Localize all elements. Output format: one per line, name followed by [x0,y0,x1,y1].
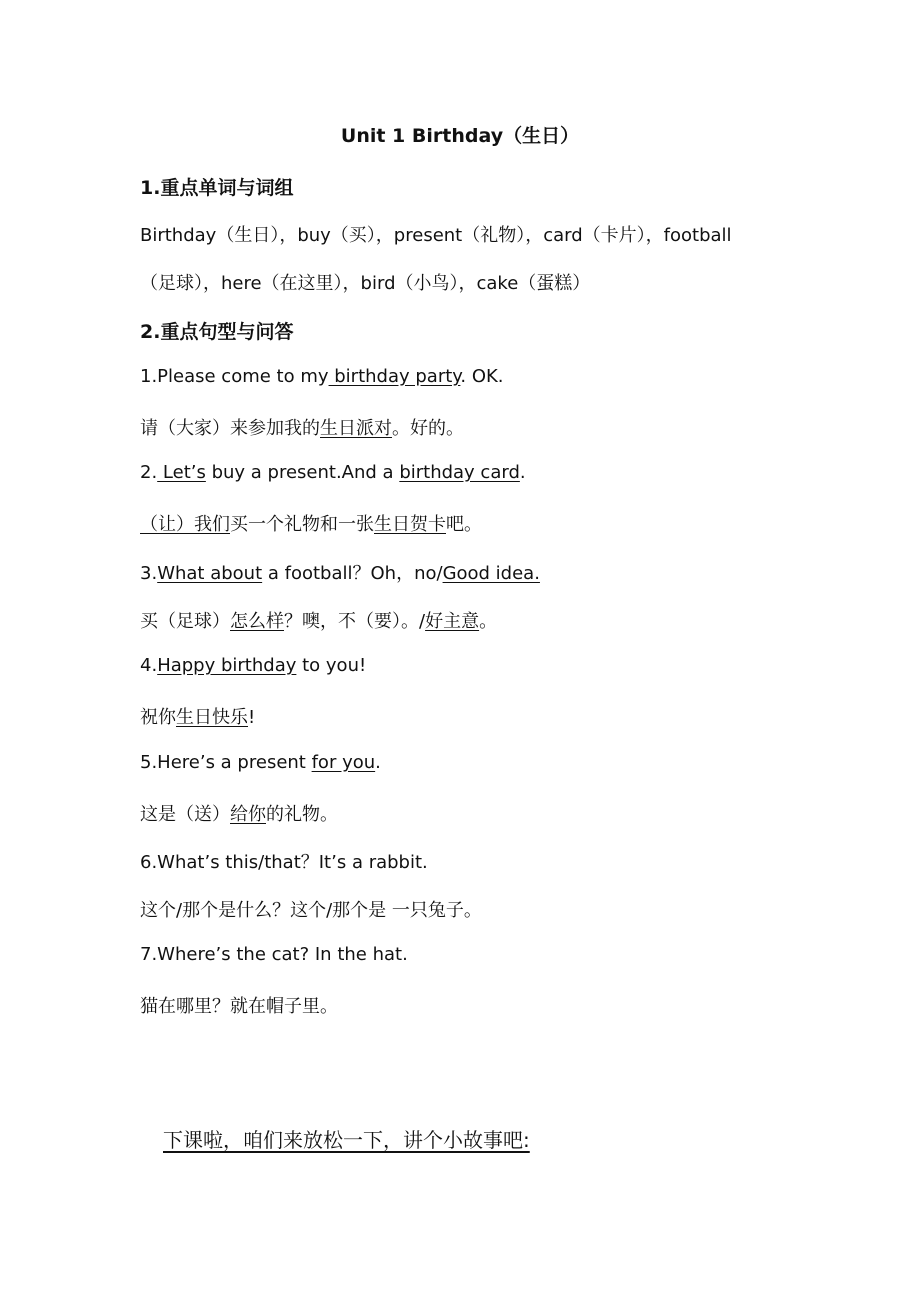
page-title: Unit 1 Birthday（生日） [340,125,580,147]
underlined-phrase: 好主意 [425,611,480,632]
sentence-en-3 [140,559,540,585]
section-heading-sentences: 2.重点句型与问答 [140,321,294,343]
underlined-phrase: birthday party [328,366,461,387]
text-segment: 6.What’s this/that？It’s a rabbit. [140,852,428,873]
text-segment: 这个/那个是什么？这个/那个是 一只兔子。 [140,900,482,921]
text-segment: buy a present.And a [205,462,400,483]
vocab-line: （足球），here（在这里），bird（小鸟），cake（蛋糕） [140,273,591,294]
story-prompt: 下课啦，咱们来放松一下，讲个小故事吧: [163,1128,530,1152]
sentence-cn-5 [140,800,338,826]
underlined-phrase: What about [157,563,263,584]
text-segment: 3. [140,563,158,584]
underlined-phrase: 生日贺卡 [374,514,446,535]
text-segment: 5.Here’s a present [140,752,312,773]
sentence-cn-1 [140,414,464,440]
text-segment: 买一个礼物和一张 [230,514,374,535]
sentence-cn-6 [140,896,482,922]
text-segment: 猫在哪里？就在帽子里。 [140,996,338,1017]
sentence-en-2 [140,462,526,483]
sentence-cn-2 [140,510,482,536]
text-segment: 的礼物。 [266,804,338,825]
text-segment: . [375,752,381,773]
underlined-phrase: 生日快乐 [176,707,248,728]
underlined-phrase: 怎么样 [230,611,284,632]
text-segment: 7.Where’s the cat? In the hat. [140,944,408,965]
text-segment: a football？Oh，no/ [262,563,443,584]
text-segment: 2. [140,462,158,483]
sentence-cn-7 [140,992,338,1018]
underlined-phrase: 生日派对 [320,418,392,439]
underlined-phrase: 给你 [230,804,266,825]
sentence-en-4 [140,655,366,676]
text-segment: 买（足球） [140,611,230,632]
underlined-phrase: birthday card [399,462,520,483]
vocab-line: Birthday（生日），buy（买），present（礼物），card（卡片），football [140,225,732,246]
sentence-en-7 [140,944,408,965]
text-segment: ! [248,707,256,728]
sentence-en-1 [140,366,504,387]
text-segment: 。 [479,611,498,632]
section-heading-vocabulary: 1.重点单词与词组 [140,177,294,199]
text-segment: 1.Please come to my [140,366,329,387]
underlined-phrase: Happy birthday [157,655,297,676]
sentence-en-5 [140,752,381,773]
sentence-cn-4 [140,703,255,729]
text-segment: to you! [296,655,367,676]
text-segment: 祝你 [140,707,176,728]
text-segment: 。好的。 [392,418,464,439]
underlined-phrase: （让）我们 [140,514,230,535]
text-segment: 吧。 [446,514,482,535]
text-segment: 这是（送） [140,804,230,825]
text-segment: . [519,462,526,483]
text-segment: 4. [140,655,158,676]
underlined-phrase: for you [311,752,376,773]
sentence-en-6 [140,848,428,874]
text-segment: 请（大家）来参加我的 [140,418,320,439]
sentence-cn-3 [140,607,497,633]
underlined-phrase: Let’s [157,462,206,483]
text-segment: . OK. [460,366,504,387]
text-segment: ？噢，不（要）。/ [284,611,426,632]
underlined-phrase: Good idea. [442,563,540,584]
